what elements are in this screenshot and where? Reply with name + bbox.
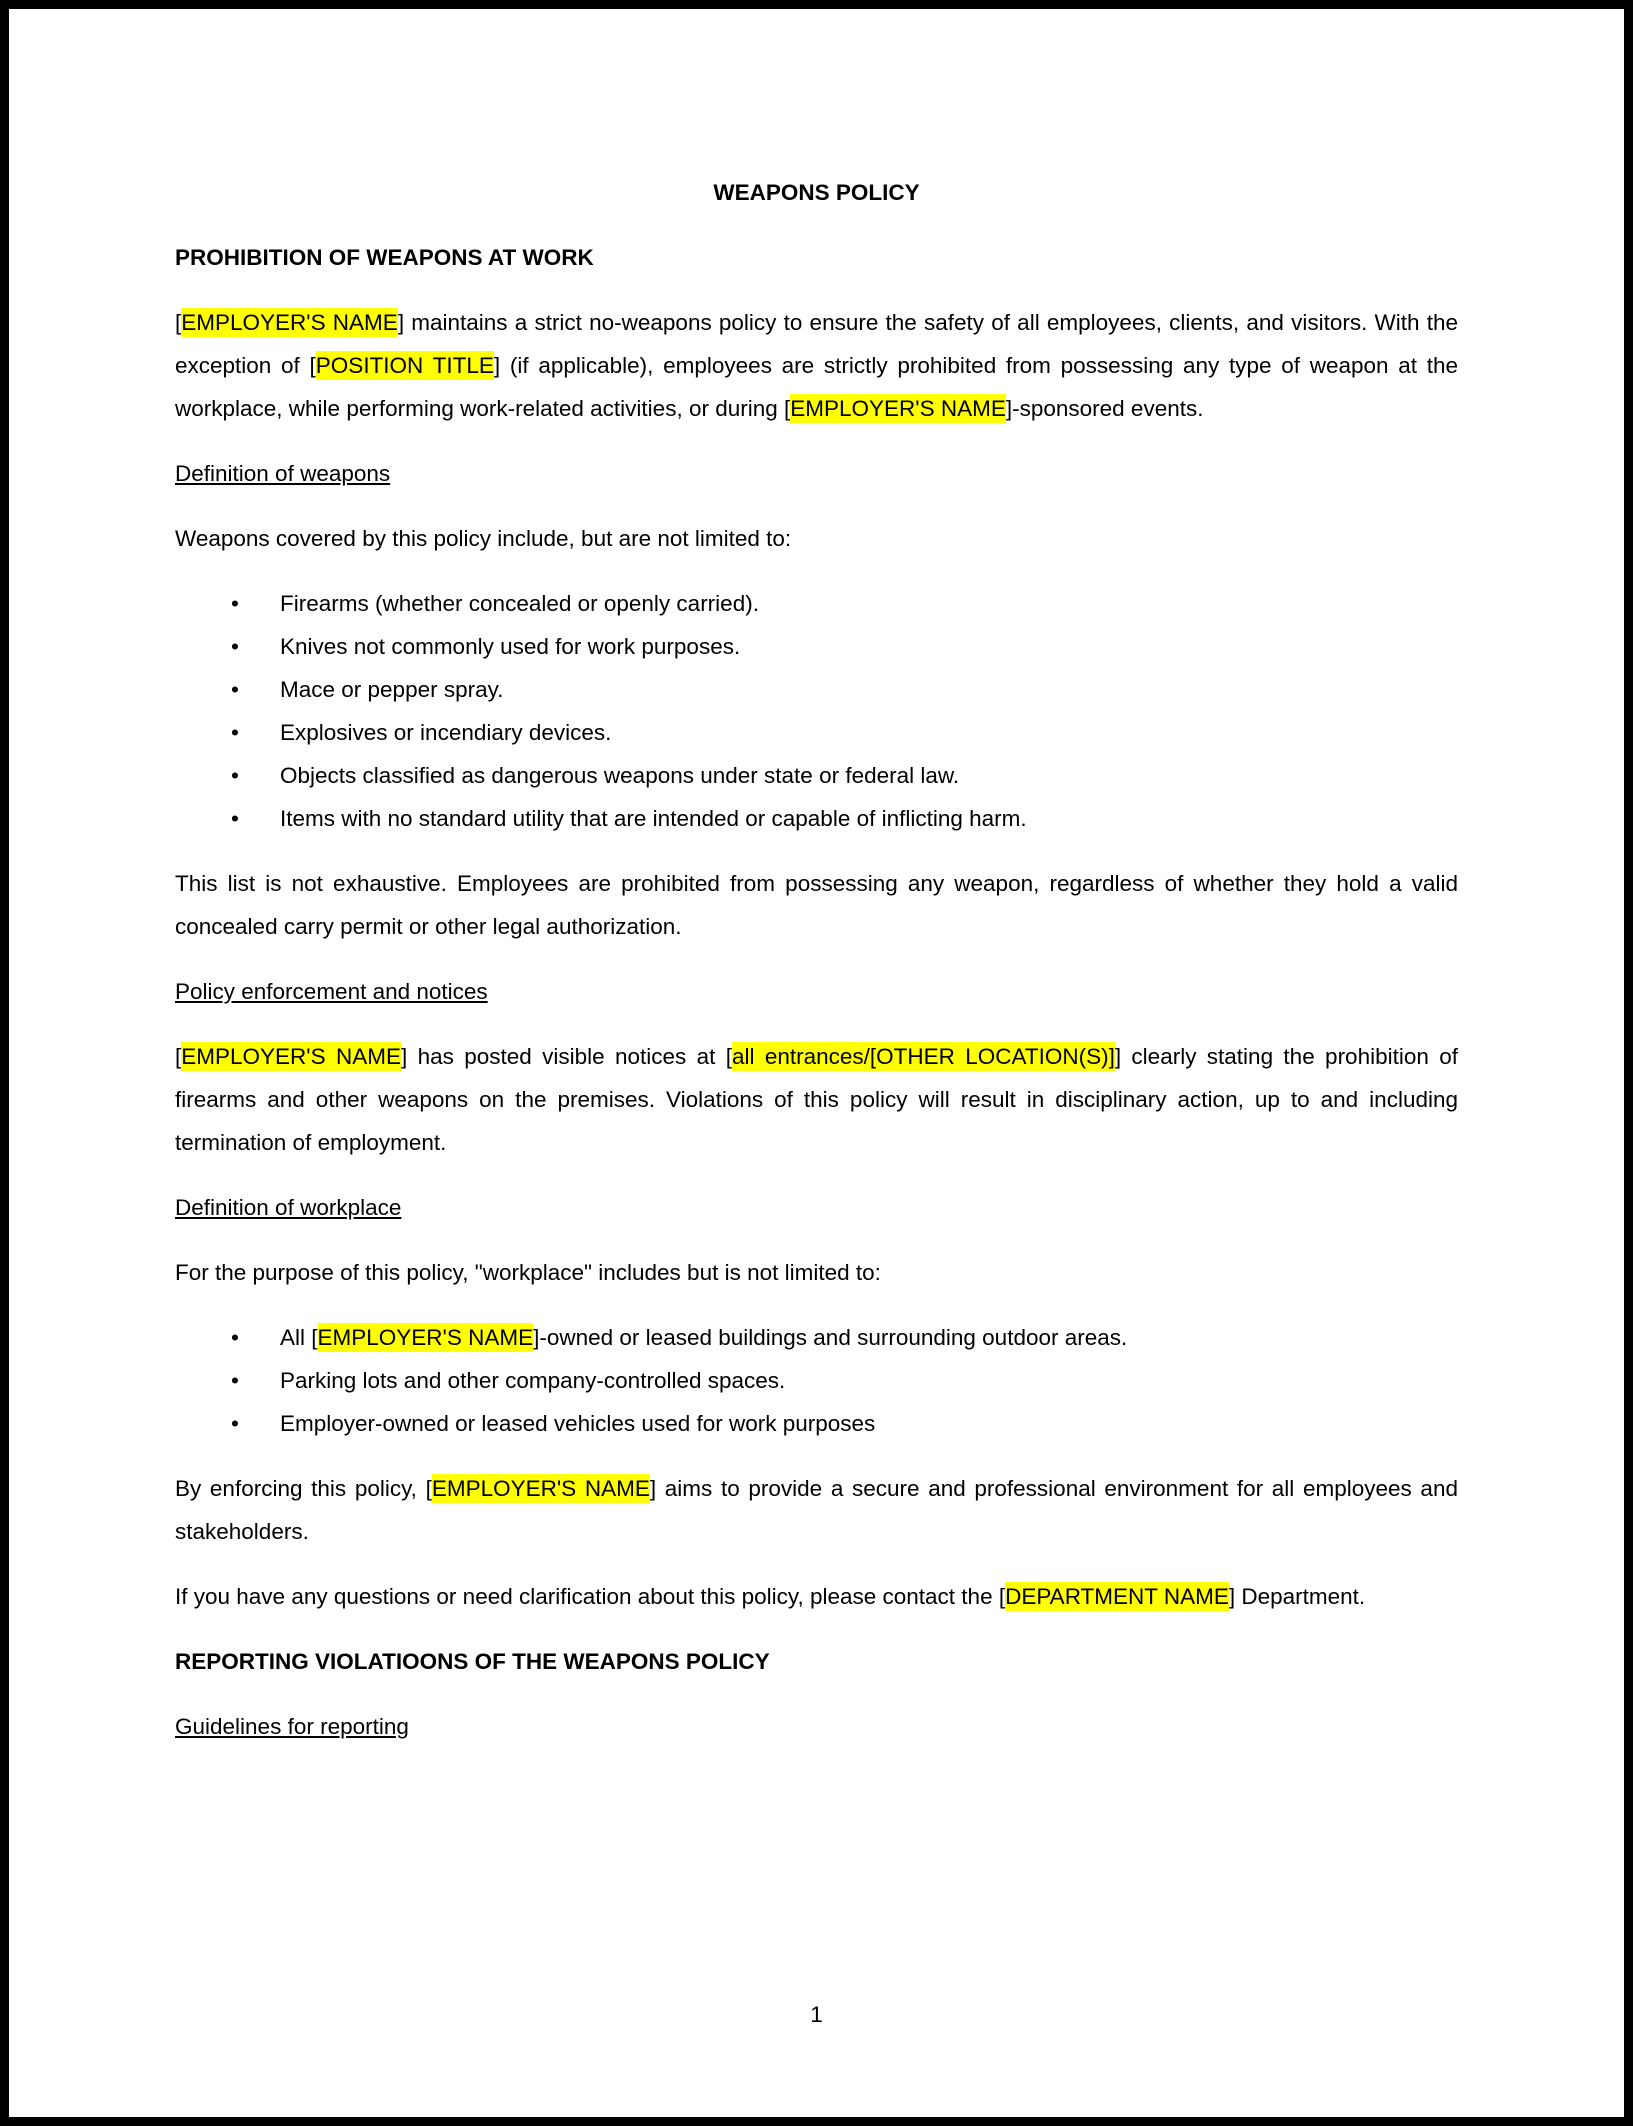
text-run: Items with no standard utility that are intended or capable of inflicting harm. (280, 806, 1027, 831)
text-run: ] (if applicable), employees are strictly prohibited from possessing any type of weapon at the workplace, while performing work-related activities, or during [ (175, 353, 1458, 421)
subheading-policy-enforcement: Policy enforcement and notices (175, 979, 488, 1004)
list-item (175, 582, 1458, 625)
text-run: Parking lots and other company-controlled spaces. (280, 1368, 786, 1393)
text-run: ]-owned or leased buildings and surrounding outdoor areas. (533, 1325, 1128, 1350)
text-run: ]-sponsored events. (1005, 396, 1204, 421)
section-heading-reporting: REPORTING VIOLATIOONS OF THE WEAPONS POLICY (175, 1649, 770, 1674)
text-run: ] Department. (1228, 1584, 1366, 1609)
text-run: If you have any questions or need clarification about this policy, please contact the [ (175, 1584, 1006, 1609)
page-number: 1 (810, 2002, 823, 2027)
highlighted-placeholder: EMPLOYER'S NAME (790, 396, 1006, 421)
list-item (175, 625, 1458, 668)
text-run: ] clearly stating the prohibition of firearms and other weapons on the premises. Violations of this policy will result in disciplinary action, up to and including termination of employment. (175, 1044, 1458, 1155)
weapons-list (175, 582, 1458, 840)
text-run: Firearms (whether concealed or openly carried). (280, 591, 759, 616)
text-run: Weapons covered by this policy include, but are not limited to: (175, 526, 792, 551)
paragraph-intro (175, 301, 1458, 430)
list-item (175, 711, 1458, 754)
list-item (175, 1402, 1458, 1445)
text-run: Objects classified as dangerous weapons under state or federal law. (280, 763, 960, 788)
highlighted-placeholder: EMPLOYER'S NAME (181, 1044, 401, 1069)
paragraph-questions (175, 1575, 1458, 1618)
paragraph-enforcing (175, 1467, 1458, 1553)
text-run: By enforcing this policy, [ (175, 1476, 432, 1501)
workplace-list (175, 1316, 1458, 1445)
text-run: All [ (280, 1325, 318, 1350)
text-run: Employer-owned or leased vehicles used for work purposes (280, 1411, 876, 1436)
text-run: [ (175, 1044, 182, 1069)
list-item (175, 797, 1458, 840)
text-run: [ (175, 310, 182, 335)
subheading-guidelines: Guidelines for reporting (175, 1714, 409, 1739)
highlighted-placeholder: EMPLOYER'S NAME (181, 310, 398, 335)
paragraph-weapons-lead (175, 517, 1458, 560)
paragraph-workplace-lead (175, 1251, 1458, 1294)
highlighted-placeholder: DEPARTMENT NAME (1005, 1584, 1229, 1609)
document-title: WEAPONS POLICY (713, 180, 920, 205)
list-item (175, 1359, 1458, 1402)
text-run: For the purpose of this policy, "workplace" includes but is not limited to: (175, 1260, 881, 1285)
highlighted-placeholder: POSITION TITLE (315, 353, 494, 378)
text-run: Mace or pepper spray. (280, 677, 504, 702)
highlighted-placeholder: all entrances/[OTHER LOCATION(S)] (731, 1044, 1115, 1069)
list-item (175, 1316, 1458, 1359)
text-run: ] has posted visible notices at [ (400, 1044, 732, 1069)
text-run: This list is not exhaustive. Employees are prohibited from possessing any weapon, regardless of whether they hold a valid concealed carry permit or other legal authorization. (175, 871, 1458, 939)
text-run: Knives not commonly used for work purposes. (280, 634, 741, 659)
text-run: ] aims to provide a secure and professional environment for all employees and stakeholders. (175, 1476, 1458, 1544)
subheading-definition-of-workplace: Definition of workplace (175, 1195, 402, 1220)
list-item (175, 668, 1458, 711)
text-run: Explosives or incendiary devices. (280, 720, 612, 745)
list-item (175, 754, 1458, 797)
paragraph-enforcement (175, 1035, 1458, 1164)
highlighted-placeholder: EMPLOYER'S NAME (431, 1476, 650, 1501)
section-heading-prohibition: PROHIBITION OF WEAPONS AT WORK (175, 245, 594, 270)
subheading-definition-of-weapons: Definition of weapons (175, 461, 391, 486)
text-run: ] maintains a strict no-weapons policy to ensure the safety of all employees, clients, and visitors. With the exception of [ (175, 310, 1458, 378)
highlighted-placeholder: EMPLOYER'S NAME (317, 1325, 534, 1350)
paragraph-not-exhaustive (175, 862, 1458, 948)
